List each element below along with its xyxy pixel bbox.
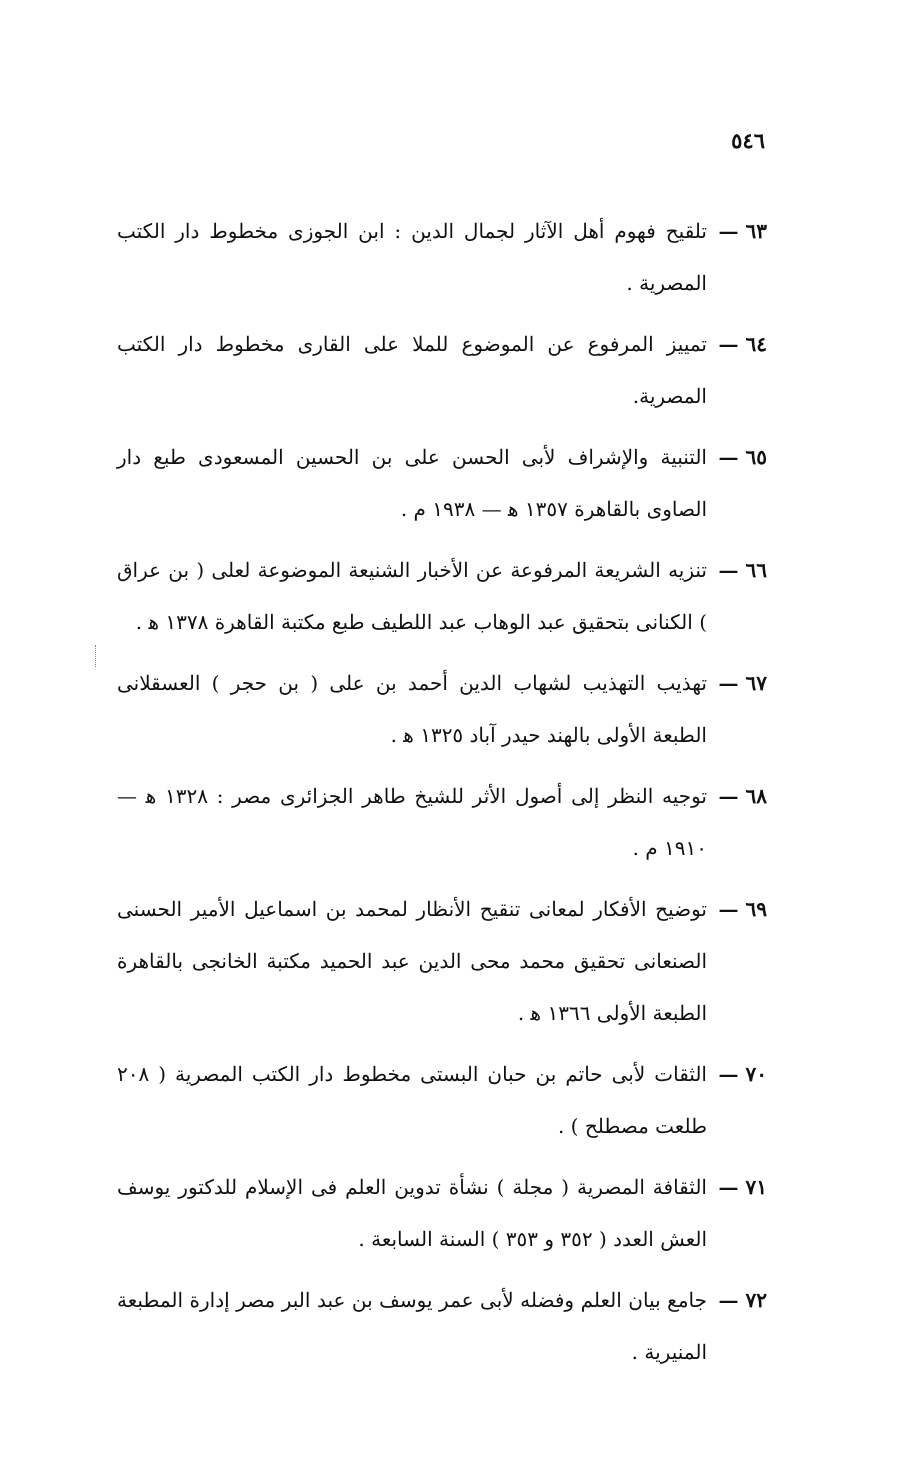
entry-number: ٦٤ — xyxy=(718,332,767,356)
entry-number: ٦٣ — xyxy=(718,219,767,243)
entry-text: الثقافة المصرية ( مجلة ) نشأة تدوين العلم فى الإسلام للدكتور يوسف العش العدد ( ٣٥٢ و ٣٥٣ ) السنة السابعة . xyxy=(117,1175,707,1251)
margin-mark xyxy=(95,645,99,667)
entry-number: ٦٦ — xyxy=(718,558,767,582)
bibliography-entry xyxy=(117,1274,767,1378)
entry-text: تنزيه الشريعة المرفوعة عن الأخبار الشنيعة الموضوعة لعلى ( بن عراق ) الكنانى بتحقيق عبد الوهاب عبد اللطيف طبع مكتبة القاهرة ١٣٧٨ ﻫ . xyxy=(117,558,707,634)
entry-text: التنبية والإشراف لأبى الحسن على بن الحسين المسعودى طبع دار الصاوى بالقاهرة ١٣٥٧ ﻫ — ١٩٣٨ م . xyxy=(117,445,707,521)
entry-number: ٦٥ — xyxy=(718,445,767,469)
entry-text: توضيح الأفكار لمعانى تنقيح الأنظار لمحمد بن اسماعيل الأمير الحسنى الصنعانى تحقيق محمد محى الدين عبد الحميد مكتبة الخانجى بالقاهرة الطبعة الأولى ١٣٦٦ ﻫ . xyxy=(117,897,707,1025)
entry-text: توجيه النظر إلى أصول الأثر للشيخ طاهر الجزائرى مصر : ١٣٢٨ ﻫ — ١٩١٠ م . xyxy=(117,784,707,860)
bibliography-list xyxy=(117,205,767,1387)
bibliography-entry xyxy=(117,883,767,1039)
entry-number: ٧٠ — xyxy=(718,1062,767,1086)
bibliography-entry xyxy=(117,431,767,535)
entry-text: تمييز المرفوع عن الموضوع للملا على القارى مخطوط دار الكتب المصرية. xyxy=(117,332,707,408)
entry-text: الثقات لأبى حاتم بن حبان البستى مخطوط دار الكتب المصرية ( ٢٠٨ طلعت مصطلح ) . xyxy=(117,1062,707,1138)
bibliography-entry xyxy=(117,657,767,761)
entry-text: تلقيح فهوم أهل الآثار لجمال الدين : ابن الجوزى مخطوط دار الكتب المصرية . xyxy=(117,219,707,295)
bibliography-entry xyxy=(117,1048,767,1152)
bibliography-entry xyxy=(117,318,767,422)
entry-number: ٧١ — xyxy=(718,1175,767,1199)
entry-text: جامع بيان العلم وفضله لأبى عمر يوسف بن عبد البر مصر إدارة المطبعة المنيرية . xyxy=(117,1288,707,1364)
entry-number: ٦٧ — xyxy=(718,671,767,695)
entry-text: تهذيب التهذيب لشهاب الدين أحمد بن على ( بن حجر ) العسقلانى الطبعة الأولى بالهند حيدر آباد ١٣٢٥ ﻫ . xyxy=(117,671,707,747)
entry-number: ٦٩ — xyxy=(718,897,767,921)
bibliography-entry xyxy=(117,205,767,309)
bibliography-entry xyxy=(117,770,767,874)
bibliography-entry xyxy=(117,544,767,648)
entry-number: ٧٢ — xyxy=(718,1288,767,1312)
entry-number: ٦٨ — xyxy=(718,784,767,808)
page-number: ٥٤٦ xyxy=(731,128,765,153)
bibliography-entry xyxy=(117,1161,767,1265)
